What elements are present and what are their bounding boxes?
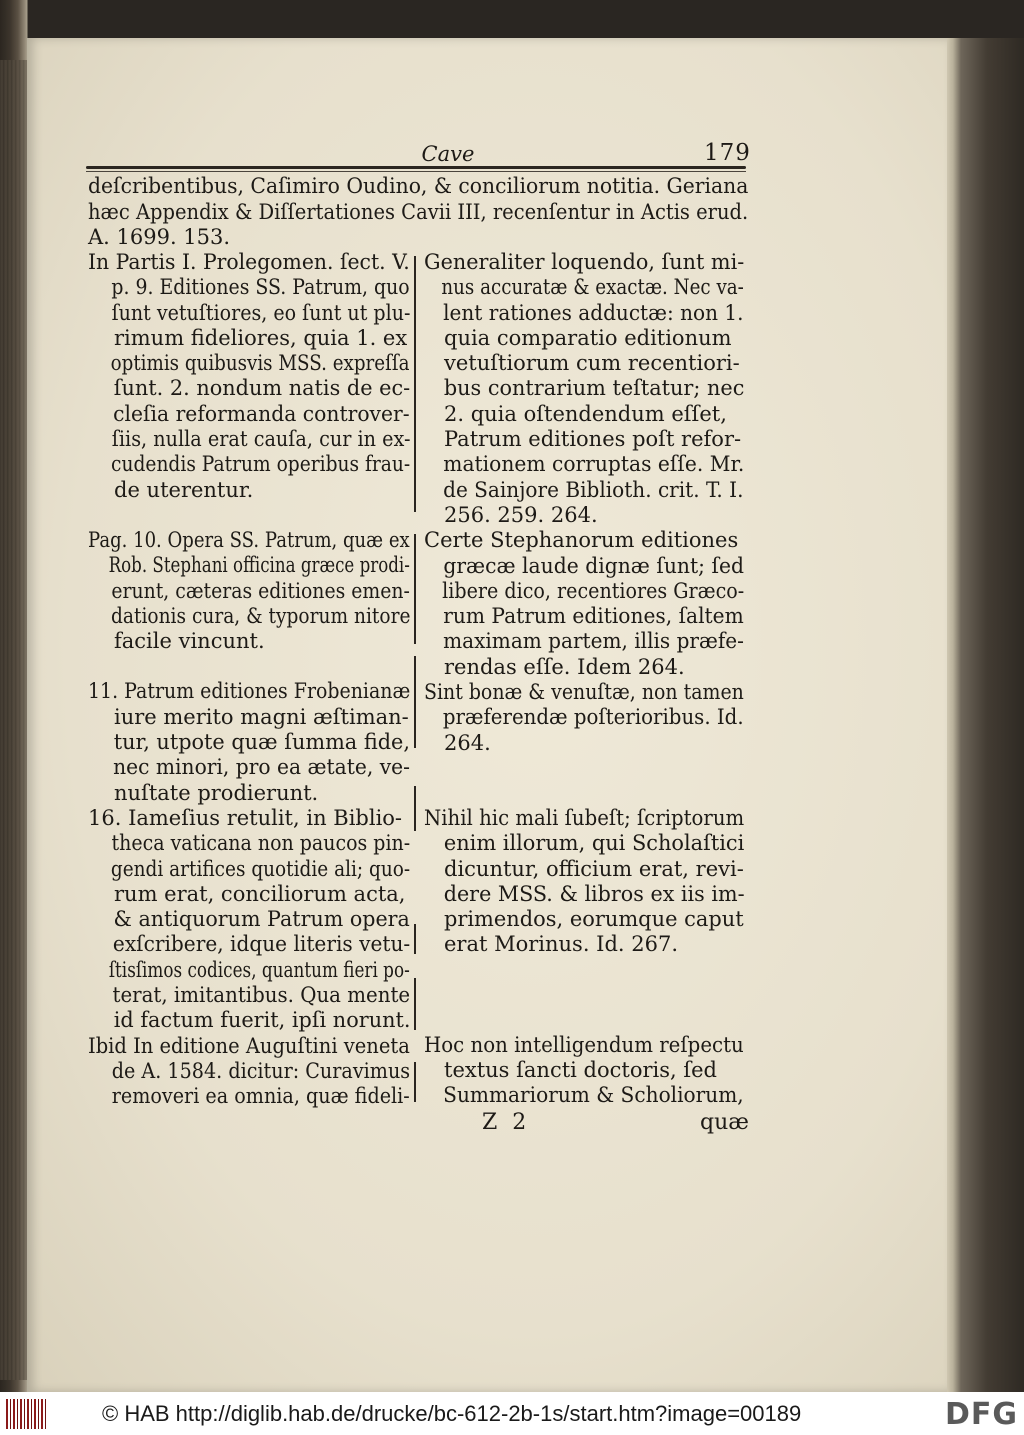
right-line: Sint bonæ & venuſtæ, non tamen [424, 680, 744, 705]
right-line: Nihil hic mali ſubeſt; ſcriptorum [424, 805, 745, 830]
left-line: ſiis, nulla erat cauſa, cur in ex- [111, 427, 411, 452]
column-rule [414, 924, 416, 954]
right-line: rendas eſſe. Idem 264. [444, 654, 685, 679]
right-line: de Sainjore Biblioth. crit. T. I. [443, 477, 744, 502]
intro-line: hæc Appendix & Diſſertationes Cavii III, recenſentur in Actis erud. [88, 199, 749, 224]
right-line: Summariorum & Scholiorum, [443, 1083, 744, 1108]
left-line: terat, imitantibus. Qua mente [112, 983, 411, 1008]
right-line: vetuſtiorum cum recentiori- [444, 351, 740, 376]
book-gutter-shadow [947, 38, 1024, 1392]
right-line: rum Patrum editiones, ſaltem [443, 604, 744, 629]
right-line: erat Morinus. Id. 267. [444, 932, 679, 957]
book-leaf-edges [0, 60, 28, 1380]
left-line: ſtisſimos codices, quantum fieri po- [108, 957, 410, 982]
left-line: iure merito magni æſtiman- [114, 704, 409, 729]
header-rule-thin [86, 171, 746, 172]
left-line: Ibid In editione Auguſtini veneta [88, 1033, 410, 1058]
column-rule [414, 978, 416, 1030]
right-line: quia comparatio editionum [444, 325, 732, 350]
left-line: cudendis Patrum operibus frau- [111, 452, 411, 477]
spacer [424, 781, 744, 806]
right-line: dere MSS. & libros ex iis im- [443, 881, 745, 906]
left-line: erunt, cæteras editiones emen- [111, 578, 410, 603]
page-number: 179 [704, 140, 751, 166]
right-line: 2. quia oſtendendum eſſet, [444, 401, 727, 426]
left-line: removeri ea omnia, quæ fideli- [111, 1084, 410, 1109]
left-line: 16. Iameſius retulit, in Biblio- [88, 805, 403, 830]
signature-mark: Z 2 [482, 1110, 531, 1135]
left-line: nec minori, pro ea ætate, ve- [113, 755, 411, 780]
left-line: facile vincunt. [114, 629, 265, 654]
intro-paragraph [88, 174, 748, 251]
right-line: textus ſancti doctoris, ſed [444, 1058, 717, 1083]
left-line: tur, utpote quæ ſumma fide, [113, 730, 410, 755]
column-rule [414, 1062, 416, 1102]
right-line: græcæ laude dignæ ſunt; ſed [443, 553, 744, 578]
right-column [424, 250, 744, 1109]
left-line: de uterentur. [114, 477, 254, 502]
right-line: Certe Stephanorum editiones [424, 528, 739, 553]
left-line: id factum fuerit, ipſi norunt. [113, 1008, 411, 1033]
right-line: dicuntur, officium erat, revi- [444, 856, 744, 881]
spacer [88, 654, 410, 679]
left-line: exſcribere, idque literis vetu- [112, 932, 411, 957]
left-line: rum erat, conciliorum acta, [114, 881, 406, 906]
spacer [424, 983, 744, 1008]
library-barcode-icon [6, 1399, 46, 1429]
left-line: Rob. Stephani officina græce prodi- [108, 553, 410, 578]
intro-line: A. 1699. 153. [88, 225, 231, 249]
left-line: 11. Patrum editiones Frobenianæ [88, 679, 411, 704]
left-line: & antiquorum Patrum opera [113, 907, 410, 932]
right-line: Patrum editiones poſt refor- [444, 427, 742, 452]
column-rule [414, 656, 416, 748]
right-line: lent rationes adductæ: non 1. [443, 300, 744, 325]
catchword: quæ [700, 1110, 749, 1135]
left-line: de A. 1584. dicitur: Curavimus [111, 1058, 411, 1083]
running-title: Cave [421, 142, 475, 166]
left-line: ſunt vetuſtiores, eo ſunt ut plu- [111, 300, 411, 325]
right-line: 256. 259. 264. [444, 502, 598, 527]
intro-line: deſcribentibus, Caſimiro Oudino, & conciliorum notitia. Geriana [88, 174, 749, 198]
right-line: libere dico, recentiores Græco- [442, 578, 745, 603]
right-line: Hoc non intelligendum reſpectu [424, 1032, 744, 1057]
right-line: maximam partem, illis præfe- [443, 629, 744, 654]
right-line: 264. [444, 730, 491, 755]
left-line: cleſia reformanda controver- [113, 401, 410, 426]
right-line: præferendæ poſterioribus. Id. [442, 705, 744, 730]
right-line: bus contrarium teſtatur; nec [443, 376, 745, 401]
left-line: optimis quibusvis MSS. expreſſa [110, 351, 410, 376]
left-line: dationis cura, & typorum nitore [111, 603, 411, 628]
right-line: primendos, eorumque caput [443, 907, 744, 932]
right-line: nus accuratæ & exactæ. Nec va- [441, 275, 744, 300]
right-line: enim illorum, qui Scholaſtici [443, 831, 745, 856]
left-line: Pag. 10. Opera SS. Patrum, quæ ex [88, 527, 410, 552]
left-line: nuſtate prodierunt. [114, 780, 319, 805]
dfg-logo: DFG [944, 1397, 1018, 1432]
left-line: gendi artifices quotidie ali; quo- [110, 856, 411, 881]
header-rule [86, 166, 746, 169]
spacer [424, 1008, 744, 1033]
attribution-text: © HAB http://diglib.hab.de/drucke/bc-612-2b-1s/start.htm?image=00189 [102, 1400, 802, 1426]
spacer [88, 503, 410, 528]
right-line: Generaliter loquendo, ſunt mi- [424, 250, 745, 274]
left-line: p. 9. Editiones SS. Patrum, quo [111, 275, 410, 300]
left-column [88, 250, 410, 1110]
right-line: mationem corruptas eſſe. Mr. [443, 452, 745, 477]
left-line: theca vaticana non paucos pin- [111, 831, 411, 856]
left-line: ſunt. 2. nondum natis de ec- [113, 376, 411, 401]
spacer [424, 756, 744, 781]
column-rule [414, 534, 416, 644]
left-line: rimum fideliores, quia 1. ex [114, 325, 408, 350]
column-rule [414, 256, 416, 512]
spacer [424, 958, 744, 983]
attribution-bar [0, 1392, 1024, 1435]
column-rule [414, 786, 416, 831]
left-line: In Partis I. Prolegomen. ſect. V. [88, 250, 410, 274]
